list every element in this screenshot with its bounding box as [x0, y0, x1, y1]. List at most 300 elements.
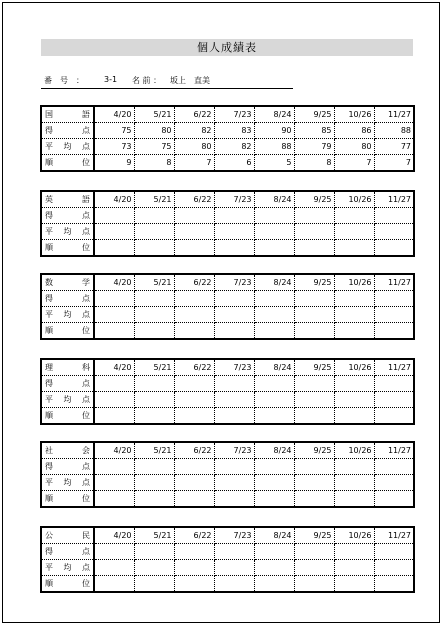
score-cell[interactable]: 75: [94, 123, 134, 139]
rank-cell[interactable]: [374, 576, 414, 593]
average-cell[interactable]: [214, 392, 254, 408]
score-cell[interactable]: [334, 459, 374, 475]
date-header: 9/25: [294, 442, 334, 459]
rank-cell[interactable]: [294, 323, 334, 340]
row-label-score-char: 得: [45, 547, 53, 556]
average-cell[interactable]: [334, 560, 374, 576]
row-label-rank-char: 順: [45, 494, 53, 503]
table-row-rank: [41, 491, 414, 508]
rank-cell[interactable]: [134, 323, 174, 340]
average-cell[interactable]: [294, 392, 334, 408]
subject-name: [41, 106, 94, 123]
rank-cell[interactable]: [174, 240, 214, 257]
row-label-rank: [41, 408, 94, 425]
average-cell[interactable]: [374, 560, 414, 576]
average-cell[interactable]: 80: [174, 139, 214, 155]
date-header: 6/22: [174, 527, 214, 544]
grade-table-komin: [40, 526, 415, 593]
average-cell[interactable]: [374, 224, 414, 240]
table-row-rank: [41, 155, 414, 172]
average-cell[interactable]: [94, 307, 134, 323]
date-header: 7/23: [214, 191, 254, 208]
table-row-average: [41, 392, 414, 408]
rank-cell[interactable]: [294, 576, 334, 593]
average-cell[interactable]: [214, 224, 254, 240]
date-header: 9/25: [294, 191, 334, 208]
table-row-rank: [41, 408, 414, 425]
row-label-score: [41, 459, 94, 475]
score-cell[interactable]: [174, 208, 214, 224]
rank-cell[interactable]: [214, 491, 254, 508]
row-label-average: [41, 307, 94, 323]
subject-name-char: 英: [45, 195, 53, 204]
table-header-row: [41, 359, 414, 376]
rank-cell[interactable]: [214, 240, 254, 257]
page-title: 個人成績表: [41, 39, 413, 56]
row-label-score-char: 点: [82, 379, 90, 388]
rank-cell[interactable]: [134, 491, 174, 508]
date-header: 5/21: [134, 442, 174, 459]
table-row-rank: [41, 323, 414, 340]
date-header: 4/20: [94, 359, 134, 376]
row-label-average-char: 点: [82, 563, 90, 572]
subject-name-char: 会: [82, 446, 90, 455]
average-cell[interactable]: [334, 392, 374, 408]
rank-cell[interactable]: [254, 240, 294, 257]
date-header: 5/21: [134, 527, 174, 544]
subject-name-char: 民: [82, 531, 90, 540]
subject-name-char: 社: [45, 446, 53, 455]
average-cell[interactable]: [254, 224, 294, 240]
date-header: 8/24: [254, 359, 294, 376]
date-header: 11/27: [374, 359, 414, 376]
score-cell[interactable]: [334, 291, 374, 307]
table-row-average: [41, 224, 414, 240]
average-cell[interactable]: 77: [374, 139, 414, 155]
row-label-average-char: 均: [63, 395, 72, 404]
rank-cell[interactable]: [254, 491, 294, 508]
row-label-score-char: 点: [82, 126, 90, 135]
score-cell[interactable]: 88: [374, 123, 414, 139]
average-cell[interactable]: [174, 392, 214, 408]
rank-cell[interactable]: [134, 576, 174, 593]
subject-name-char: 国: [45, 110, 53, 119]
average-cell[interactable]: [374, 307, 414, 323]
rank-cell[interactable]: [374, 240, 414, 257]
rank-cell[interactable]: 7: [405, 158, 411, 167]
average-cell[interactable]: [174, 475, 214, 491]
table-row-rank: [41, 576, 414, 593]
rank-cell[interactable]: [94, 240, 134, 257]
row-label-average: [41, 475, 94, 491]
score-cell[interactable]: [374, 208, 414, 224]
score-cell[interactable]: [294, 459, 334, 475]
row-label-average-char: 均: [63, 142, 72, 151]
date-header: 10/26: [334, 191, 374, 208]
rank-cell[interactable]: [174, 491, 214, 508]
average-cell[interactable]: [94, 475, 134, 491]
row-label-rank-char: 位: [82, 158, 90, 167]
rank-cell[interactable]: 8: [294, 155, 334, 172]
table-row-average: [41, 560, 414, 576]
subject-name: [41, 442, 94, 459]
average-cell[interactable]: [174, 224, 214, 240]
score-cell[interactable]: [254, 459, 294, 475]
rank-cell[interactable]: [134, 240, 174, 257]
average-cell[interactable]: [94, 560, 134, 576]
row-label-average-char: 平: [45, 563, 53, 572]
date-header: 5/21: [134, 359, 174, 376]
rank-cell[interactable]: [94, 576, 134, 593]
grade-table-shakai: [40, 441, 415, 508]
row-label-average-char: 点: [82, 227, 90, 236]
number-label: 番 号 ：: [44, 76, 84, 85]
score-cell[interactable]: [334, 544, 374, 560]
date-header: 7/23: [214, 442, 254, 459]
date-header: 6/22: [174, 359, 214, 376]
date-header: 5/21: [134, 274, 174, 291]
table-row-rank: [41, 240, 414, 257]
date-header: 10/26: [334, 359, 374, 376]
rank-cell[interactable]: [334, 491, 374, 508]
score-cell[interactable]: [374, 291, 414, 307]
rank-cell[interactable]: [374, 323, 414, 340]
date-header: 6/22: [174, 442, 214, 459]
row-label-rank: [41, 491, 94, 508]
score-cell[interactable]: [174, 544, 214, 560]
table-row-score: [41, 544, 414, 560]
average-cell[interactable]: [134, 392, 174, 408]
score-cell[interactable]: [374, 459, 414, 475]
average-cell[interactable]: [374, 392, 414, 408]
date-header: 8/24: [254, 191, 294, 208]
row-label-score-char: 得: [45, 462, 53, 471]
date-header: 11/27: [374, 191, 414, 208]
date-header: 4/20: [94, 274, 134, 291]
table-row-average: [41, 139, 414, 155]
score-cell[interactable]: [134, 459, 174, 475]
score-cell[interactable]: [294, 544, 334, 560]
average-cell[interactable]: [174, 560, 214, 576]
date-header: 6/22: [174, 106, 214, 123]
score-cell[interactable]: [294, 208, 334, 224]
date-header: 10/26: [334, 442, 374, 459]
score-cell[interactable]: 85: [294, 123, 334, 139]
score-cell[interactable]: [294, 291, 334, 307]
rank-cell[interactable]: 8: [134, 155, 174, 172]
row-label-score: [41, 291, 94, 307]
row-label-average-char: 平: [45, 478, 53, 487]
score-cell[interactable]: [134, 208, 174, 224]
score-cell[interactable]: [94, 291, 134, 307]
date-header: 11/27: [374, 274, 414, 291]
score-cell[interactable]: [254, 376, 294, 392]
score-cell[interactable]: [134, 291, 174, 307]
score-cell[interactable]: [214, 291, 254, 307]
date-header: 10/26: [334, 106, 374, 123]
rank-cell[interactable]: [334, 323, 374, 340]
rank-cell[interactable]: [334, 240, 374, 257]
row-label-rank: [41, 240, 94, 257]
average-cell[interactable]: [334, 475, 374, 491]
rank-cell[interactable]: [214, 323, 254, 340]
score-cell[interactable]: [134, 544, 174, 560]
rank-cell[interactable]: [214, 576, 254, 593]
row-label-average-char: 平: [45, 395, 53, 404]
row-label-rank: [41, 155, 94, 172]
subject-name-char: 学: [82, 278, 90, 287]
subject-name-char: 公: [45, 531, 53, 540]
score-cell[interactable]: [254, 544, 294, 560]
average-cell[interactable]: [94, 392, 134, 408]
rank-cell[interactable]: [174, 323, 214, 340]
average-cell[interactable]: [254, 307, 294, 323]
table-header-row: [41, 106, 414, 123]
subject-name: [41, 191, 94, 208]
table-row-score: [41, 291, 414, 307]
row-label-score-char: 得: [45, 211, 53, 220]
score-cell[interactable]: [214, 459, 254, 475]
rank-cell[interactable]: [134, 408, 174, 425]
info-underline: [41, 88, 293, 89]
rank-cell[interactable]: 7: [174, 155, 214, 172]
row-label-average-char: 平: [45, 227, 53, 236]
date-header: 11/27: [374, 442, 414, 459]
table-row-score: [41, 208, 414, 224]
date-header: 9/25: [294, 359, 334, 376]
subject-name: [41, 359, 94, 376]
row-label-average: [41, 139, 94, 155]
row-label-score-char: 点: [82, 547, 90, 556]
date-header: 10/26: [334, 527, 374, 544]
row-label-average-char: 平: [45, 310, 53, 319]
row-label-score: [41, 376, 94, 392]
average-cell[interactable]: [134, 307, 174, 323]
row-label-average-char: 均: [63, 310, 72, 319]
score-cell[interactable]: [214, 376, 254, 392]
row-label-average-char: 平: [45, 142, 53, 151]
score-cell[interactable]: [94, 544, 134, 560]
grade-table-sugaku: [40, 273, 415, 340]
rank-cell[interactable]: [294, 240, 334, 257]
row-label-rank-char: 順: [45, 579, 53, 588]
date-header: 7/23: [214, 274, 254, 291]
table-row-score: [41, 376, 414, 392]
table-row-average: [41, 307, 414, 323]
average-cell[interactable]: 88: [254, 139, 294, 155]
row-label-average: [41, 392, 94, 408]
rank-cell[interactable]: [294, 491, 334, 508]
date-header: 8/24: [254, 106, 294, 123]
subject-name-char: 科: [82, 363, 90, 372]
score-cell[interactable]: 90: [254, 123, 294, 139]
average-cell[interactable]: [334, 307, 374, 323]
average-cell[interactable]: [254, 475, 294, 491]
score-cell[interactable]: 80: [134, 123, 174, 139]
average-cell[interactable]: 73: [94, 139, 134, 155]
row-label-average-char: 点: [82, 310, 90, 319]
date-header: 9/25: [294, 106, 334, 123]
rank-cell[interactable]: 7: [334, 155, 374, 172]
date-header: 10/26: [334, 274, 374, 291]
score-cell[interactable]: [254, 291, 294, 307]
name-value: 坂上 直美: [170, 76, 210, 85]
row-label-rank-char: 順: [45, 158, 53, 167]
row-label-average: [41, 560, 94, 576]
score-cell[interactable]: [94, 208, 134, 224]
score-cell[interactable]: 82: [174, 123, 214, 139]
row-label-average-char: 均: [63, 227, 72, 236]
date-header: 8/24: [254, 442, 294, 459]
rank-cell[interactable]: [254, 576, 294, 593]
date-header: 8/24: [254, 274, 294, 291]
grade-table-eigo: [40, 190, 415, 257]
date-header: 4/20: [94, 106, 134, 123]
average-cell[interactable]: [214, 307, 254, 323]
date-header: 4/20: [94, 191, 134, 208]
date-header: 5/21: [134, 106, 174, 123]
date-header: 6/22: [174, 274, 214, 291]
row-label-average: [41, 224, 94, 240]
row-label-score-char: 点: [82, 294, 90, 303]
row-label-rank-char: 位: [82, 243, 90, 252]
score-cell[interactable]: [174, 459, 214, 475]
score-cell[interactable]: 83: [214, 123, 254, 139]
row-label-rank-char: 位: [82, 494, 90, 503]
score-cell[interactable]: 86: [334, 123, 374, 139]
date-header: 11/27: [374, 527, 414, 544]
date-header: 4/20: [94, 527, 134, 544]
average-cell[interactable]: [294, 475, 334, 491]
row-label-rank-char: 順: [45, 326, 53, 335]
date-header: 6/22: [174, 191, 214, 208]
table-header-row: [41, 191, 414, 208]
rank-cell[interactable]: [294, 408, 334, 425]
score-cell[interactable]: [134, 376, 174, 392]
score-cell[interactable]: [374, 544, 414, 560]
grade-table-kokugo: [40, 105, 415, 172]
date-header: 4/20: [94, 442, 134, 459]
row-label-rank: [41, 323, 94, 340]
rank-cell[interactable]: 6: [214, 155, 254, 172]
row-label-score-char: 得: [45, 294, 53, 303]
score-cell[interactable]: [94, 376, 134, 392]
grade-table-rika: [40, 358, 415, 425]
average-cell[interactable]: [134, 475, 174, 491]
rank-cell[interactable]: [254, 323, 294, 340]
row-label-rank-char: 位: [82, 326, 90, 335]
number-value: 3-1: [104, 75, 118, 84]
average-cell[interactable]: [334, 224, 374, 240]
average-cell[interactable]: [254, 392, 294, 408]
row-label-score-char: 得: [45, 126, 53, 135]
table-row-score: [41, 123, 414, 139]
row-label-rank-char: 順: [45, 243, 53, 252]
row-label-score: [41, 208, 94, 224]
average-cell[interactable]: [374, 475, 414, 491]
subject-name-char: 語: [82, 195, 90, 204]
date-header: 7/23: [214, 106, 254, 123]
score-cell[interactable]: [374, 376, 414, 392]
subject-name-char: 語: [82, 110, 90, 119]
date-header: 7/23: [214, 359, 254, 376]
average-cell[interactable]: 79: [294, 139, 334, 155]
average-cell[interactable]: [174, 307, 214, 323]
table-header-row: [41, 442, 414, 459]
average-cell[interactable]: [134, 224, 174, 240]
table-row-score: [41, 459, 414, 475]
average-cell[interactable]: [214, 475, 254, 491]
score-cell[interactable]: [94, 459, 134, 475]
score-cell[interactable]: [254, 208, 294, 224]
average-cell[interactable]: [294, 224, 334, 240]
average-cell[interactable]: 80: [334, 139, 374, 155]
subject-name: [41, 527, 94, 544]
score-cell[interactable]: [294, 376, 334, 392]
row-label-rank: [41, 576, 94, 593]
table-header-row: [41, 527, 414, 544]
row-label-average-char: 均: [63, 478, 72, 487]
row-label-score-char: 点: [82, 211, 90, 220]
score-cell[interactable]: [174, 291, 214, 307]
rank-cell[interactable]: [94, 408, 134, 425]
row-label-score: [41, 544, 94, 560]
score-cell[interactable]: [174, 376, 214, 392]
score-cell[interactable]: [334, 208, 374, 224]
rank-cell[interactable]: [94, 323, 134, 340]
date-header: 9/25: [294, 274, 334, 291]
row-label-average-char: 点: [82, 142, 90, 151]
average-cell[interactable]: [294, 307, 334, 323]
average-cell[interactable]: [94, 224, 134, 240]
average-cell[interactable]: 75: [134, 139, 174, 155]
rank-cell[interactable]: [374, 408, 414, 425]
rank-cell[interactable]: [174, 408, 214, 425]
score-cell[interactable]: [214, 544, 254, 560]
rank-cell[interactable]: [374, 491, 414, 508]
date-header: 11/27: [374, 106, 414, 123]
row-label-average-char: 点: [82, 478, 90, 487]
rank-cell[interactable]: [94, 491, 134, 508]
table-header-row: [41, 274, 414, 291]
row-label-rank-char: 順: [45, 411, 53, 420]
row-label-score-char: 点: [82, 462, 90, 471]
average-cell[interactable]: [134, 560, 174, 576]
rank-cell[interactable]: [214, 408, 254, 425]
average-cell[interactable]: [294, 560, 334, 576]
rank-cell[interactable]: [174, 576, 214, 593]
score-cell[interactable]: [334, 376, 374, 392]
row-label-rank-char: 位: [82, 579, 90, 588]
subject-name-char: 数: [45, 278, 53, 287]
score-cell[interactable]: [214, 208, 254, 224]
rank-cell[interactable]: [334, 408, 374, 425]
average-cell[interactable]: 82: [214, 139, 254, 155]
row-label-average-char: 点: [82, 395, 90, 404]
average-cell[interactable]: [214, 560, 254, 576]
rank-cell[interactable]: 5: [254, 155, 294, 172]
date-header: 7/23: [214, 527, 254, 544]
average-cell[interactable]: [254, 560, 294, 576]
name-label: 名 前 ：: [132, 76, 162, 85]
rank-cell[interactable]: 9: [94, 155, 134, 172]
row-label-average-char: 均: [63, 563, 72, 572]
rank-cell[interactable]: [254, 408, 294, 425]
subject-name-char: 理: [45, 363, 53, 372]
subject-name: [41, 274, 94, 291]
rank-cell[interactable]: [334, 576, 374, 593]
date-header: 8/24: [254, 527, 294, 544]
